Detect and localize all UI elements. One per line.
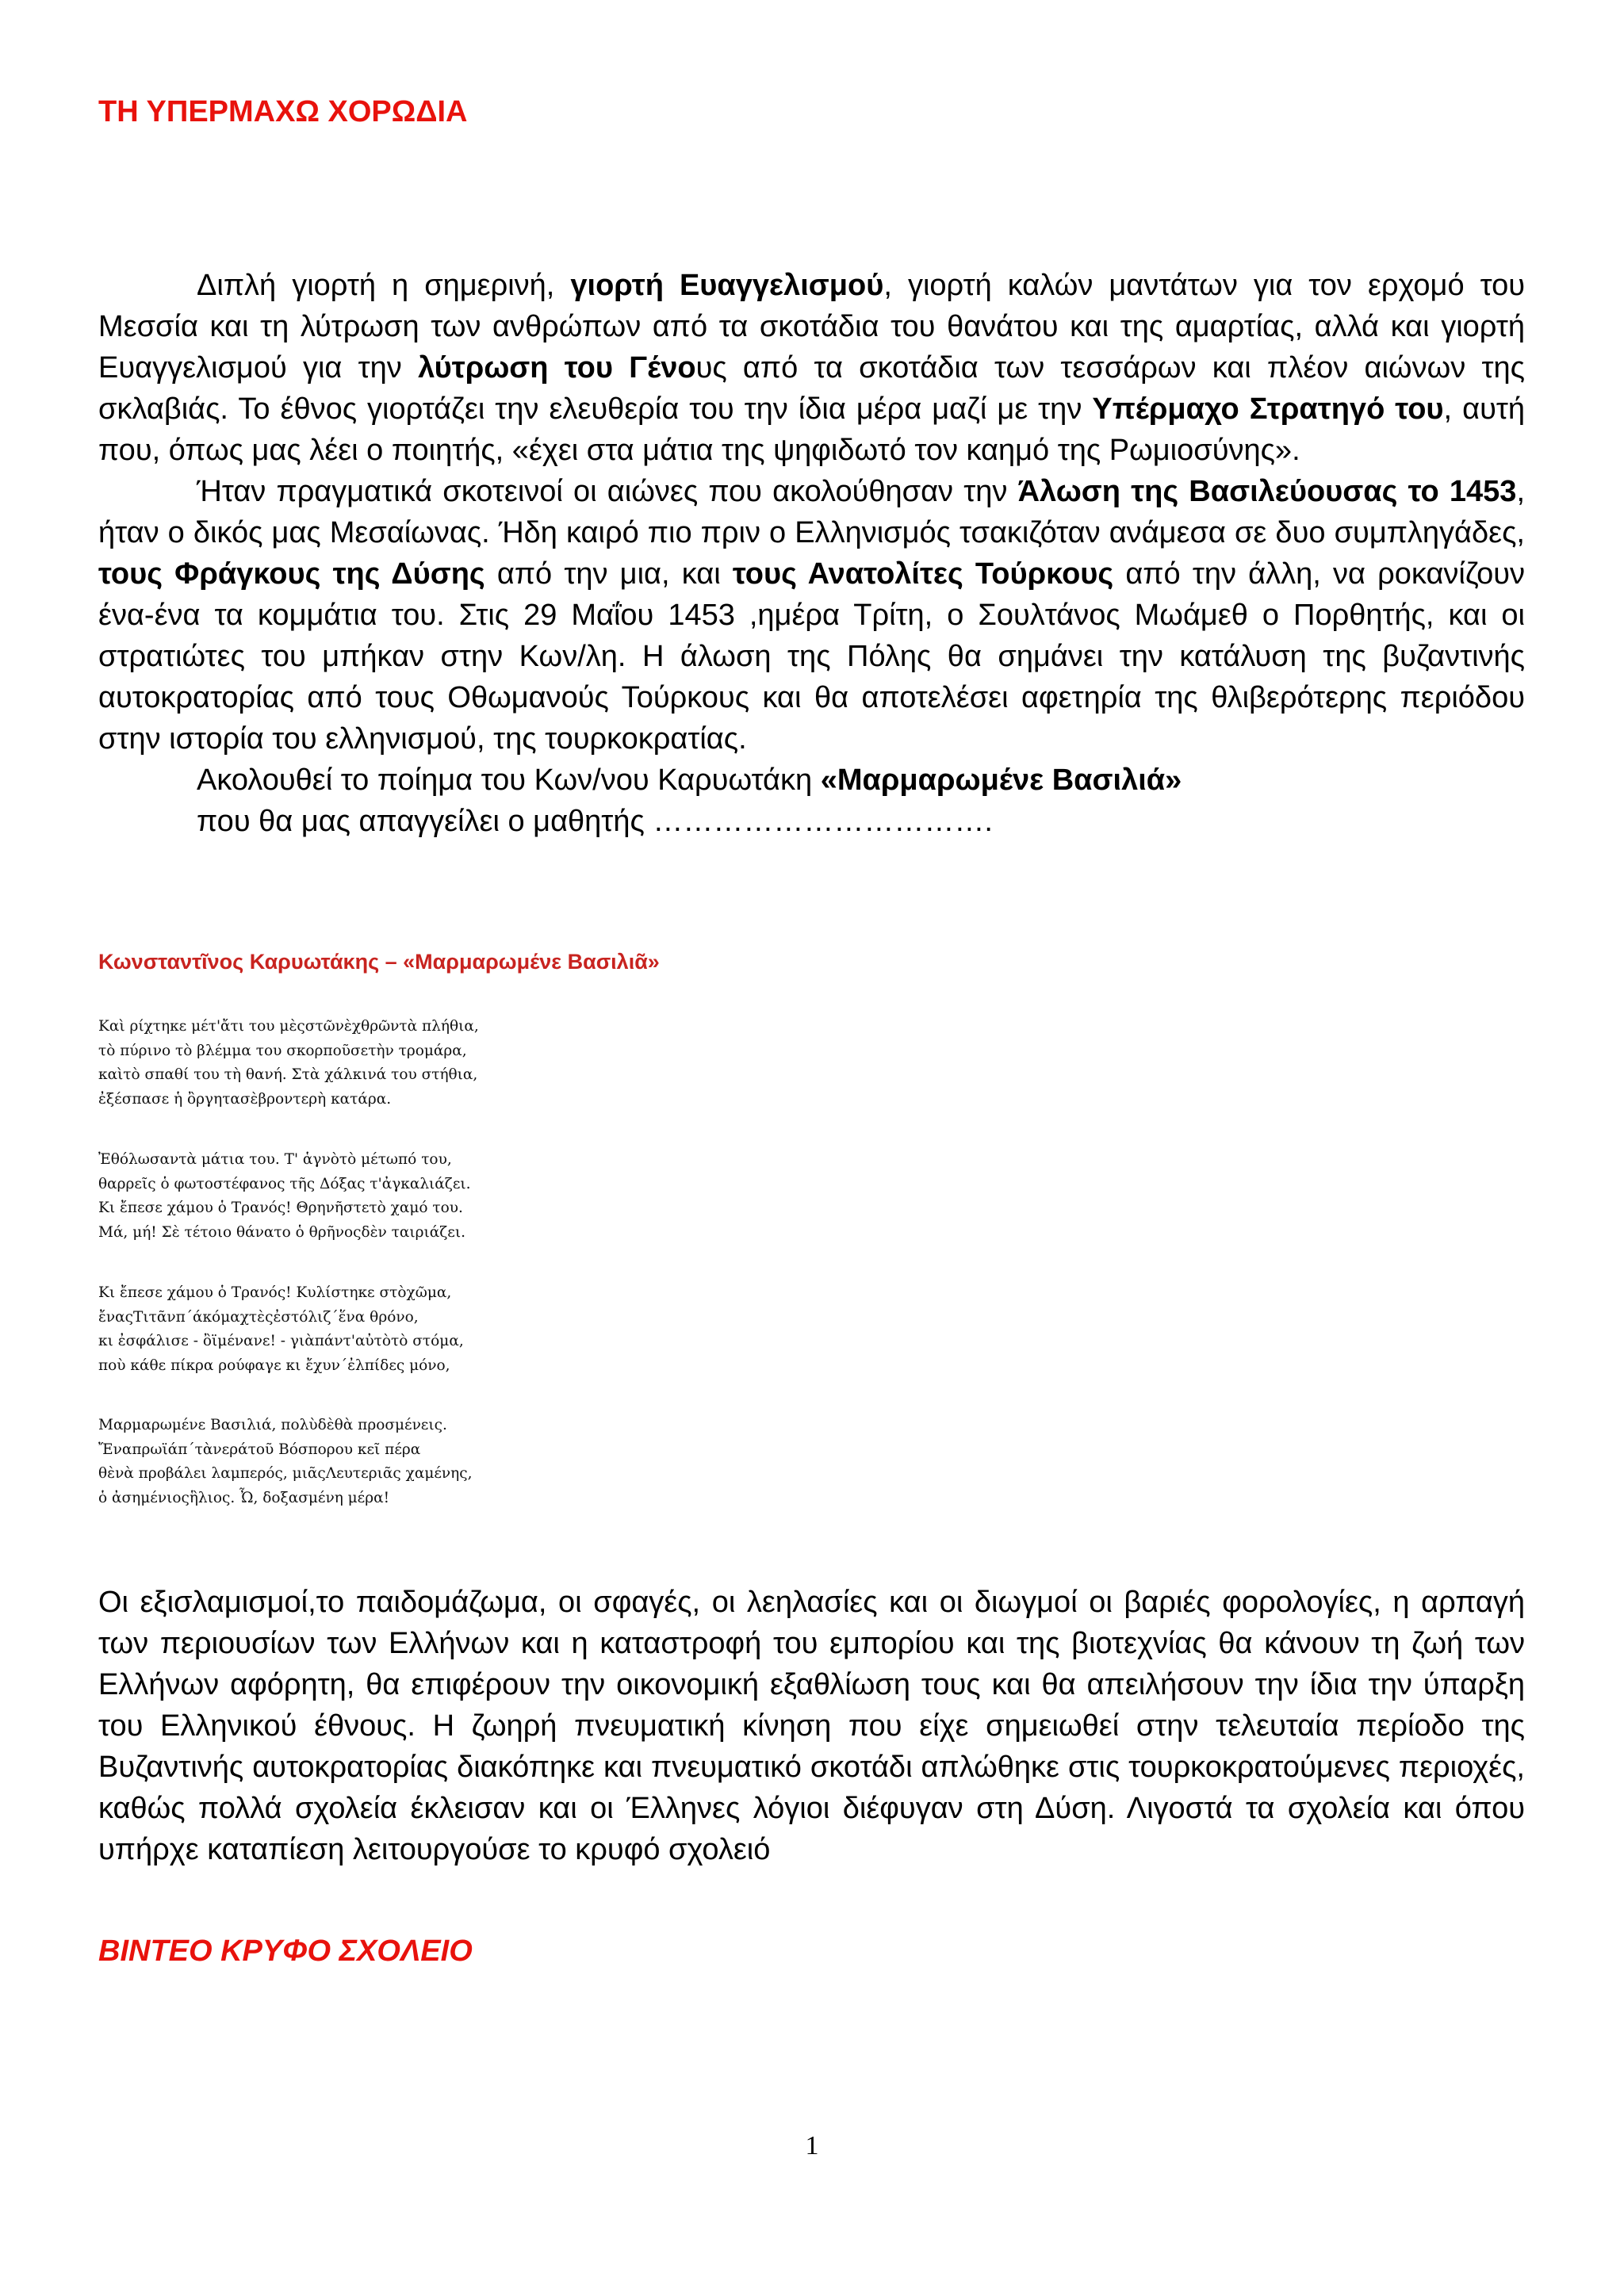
intro-paragraph-1: Διπλή γιορτή η σημερινή, γιορτή Ευαγγελισμού, γιορτή καλών μαντάτων για τον ερχομό του Μεσσία και τη λύτρωση των ανθρώπων από τα σκοτάδια του θανάτου και της αμαρτίας, αλλά και γιορτή Ευαγγελισμού για την λύτρωση του Γένους από τα σκοτάδια των τεσσάρων και πλέον αιώνων της σκλαβιάς. Το έθνος γιορτάζει την ελευθερία του την ίδια μέρα μαζί με την Υπέρμαχο Στρατηγό του, αυτή που, όπως μας λέει ο ποιητής, «έχει στα μάτια της ψηφιδωτό τον καημό της Ρωμιοσύνης». (98, 269, 1526, 467)
bold-phrase: λύτρωση του Γένο (418, 351, 696, 385)
poem-line: κι ἐσφάλισε - ὂϊμένανε! - γιὰπάντ'αὐτὸτὸ στόμα, (98, 1333, 464, 1349)
bold-phrase: Υπέρμαχο Στρατηγό του (1092, 392, 1444, 426)
poem-line: τὸ πύρινο τὸ βλέμμα του σκορποῦσετὴν τρομάρα, (98, 1042, 467, 1059)
video-link[interactable]: ΒΙΝΤΕΟ ΚΡΥΦΟ ΣΧΟΛΕΙΟ (98, 1934, 473, 1968)
page-title: ΤΗ ΥΠΕΡΜΑΧΩ ΧΟΡΩΔΙΑ (98, 95, 468, 128)
poem-stanza-2 (98, 1148, 542, 1245)
poem-line: ἐξέσπασε ἡ ὂργητασὲβροντερὴ κατάρα. (98, 1090, 392, 1108)
poem-line: θαρρεῖς ὁ φωτοστέφανος τῆς Δόξας τ'ἀγκαλιάζει. (98, 1175, 471, 1192)
intro-paragraph-2: Ήταν πραγματικά σκοτεινοί οι αιώνες που ακολούθησαν την Άλωση της Βασιλεύουσας το 1453, ήταν ο δικός μας Μεσαίωνας. Ήδη καιρό πιο πριν ο Ελληνισμός τσακιζόταν ανάμεσα σε δυο συμπληγάδες, τους Φράγκους της Δύσης από την μια, και τους Ανατολίτες Τούρκους από την άλλη, να ροκανίζουν ένα-ένα τα κομμάτια του. Στις 29 Μαΐου 1453 ,ημέρα Τρίτη, ο Σουλτάνος Μωάμεθ ο Πορθητής, και οι στρατιώτες του μπήκαν στην Κων/λη. Η άλωση της Πόλης θα σημάνει την κατάλυση της βυζαντινής αυτοκρατορίας από τους Οθωμανούς Τούρκους και θα αποτελέσει αφετηρία της θλιβερότερης περιόδου στην ιστορία του ελληνισμού, της τουρκοκρατίας. (98, 475, 1525, 756)
history-paragraph: Οι εξισλαμισμοί,το παιδομάζωμα, οι σφαγές, οι λεηλασίες και οι διωγμοί οι βαριές φορολογίες, η αρπαγή των περιουσίων των Ελλήνων και η καταστροφή του εμπορίου και της βιοτεχνίας θα κάνουν τη ζωή των Ελλήνων αφόρητη, θα επιφέρουν την οικονομική εξαθλίωση τους και θα απειλήσουν την ίδια την ύπαρξη του Ελληνικού έθνους. Η ζωηρή πνευματική κίνηση που είχε σημειωθεί στην τελευταία περίοδο της Βυζαντινής αυτοκρατορίας διακόπηκε και πνευματικό σκοτάδι απλώθηκε στις τουρκοκρατούμενες περιοχές, καθώς πολλά σχολεία έκλεισαν και οι Έλληνες λόγιοι διέφυγαν στη Δύση. Λιγοστά τα σχολεία και όπου υπήρχε καταπίεση λειτουργούσε το κρυφό σχολειό (98, 1586, 1525, 1866)
intro-paragraph-3: Ακολουθεί το ποίημα του Κων/νου Καρυωτάκη «Μαρμαρωμένε Βασιλιά» που θα μας απαγγείλει ο μαθητής ……………………………. (197, 763, 1182, 838)
poem-line: ἔναςΤιτᾶνπ΄άκόμαχτὲςἐστόλιζ΄ἕνα θρόνο, (98, 1308, 419, 1326)
bold-phrase: γιορτή Ευαγγελισμού (570, 269, 884, 302)
poem-line: Κι ἔπεσε χάμου ὁ Τρανός! Κυλίστηκε στὸχῶμα, (98, 1284, 452, 1301)
poem-line: Κι ἔπεσε χάμου ὁ Τρανός! Θρηνῆστετὸ χαμό του. (98, 1200, 463, 1216)
poem-line: Ἔναπρωϊάπ΄τὰνεράτοῦ Βόσπορου κεῖ πέρα (98, 1441, 421, 1458)
poem-line: θὲνὰ προβάλει λαμπερός, μιᾶςΛευτεριᾶς χαμένης, (98, 1465, 473, 1482)
poem-line: Μαρμαρωμένε Βασιλιά, πολὺδὲθὰ προσμένεις. (98, 1417, 447, 1433)
page-number: 1 (805, 2131, 819, 2160)
poem-line: ποὺ κάθε πίκρα ρούφαγε κι ἔχυν΄ἐλπίδες μόνο, (98, 1357, 450, 1374)
poem-stanza-3 (98, 1281, 542, 1378)
poem-line: ὁ ἀσημένιοςἣλιος. Ὦ, δοξασμένη μέρα! (98, 1489, 390, 1506)
poem-line: Καὶ ρίχτηκε μέτ'ἄτι του μὲςστῶνὲχθρῶντὰ πλήθια, (98, 1018, 479, 1035)
poem-line: Ἐθόλωσαντὰ μάτια του. Τ' ἁγνὸτὸ μέτωπό του, (98, 1151, 452, 1168)
poem-name-bold: «Μαρμαρωμένε Βασιλιά» (820, 763, 1182, 797)
bold-phrase: τους Ανατολίτες Τούρκους (732, 557, 1114, 591)
poem-stanza-1 (98, 1015, 542, 1112)
bold-phrase: Άλωση της Βασιλεύουσας το 1453 (1017, 475, 1517, 508)
poem-title: Κωνσταντῖνος Καρυωτάκης – «Μαρμαρωμένε Βασιλιᾶ» (98, 950, 660, 974)
bold-phrase: τους Φράγκους της Δύσης (98, 557, 485, 591)
poem-line: Μά, μή! Σὲ τέτοιο θάνατο ὁ θρῆνοςδὲν ταιριάζει. (98, 1223, 465, 1241)
intro-section (98, 265, 1525, 842)
poem-line: καὶτὸ σπαθί του τὴ θανή. Στὰ χάλκινά του στήθια, (98, 1066, 478, 1083)
poem-stanza-4 (98, 1414, 542, 1510)
